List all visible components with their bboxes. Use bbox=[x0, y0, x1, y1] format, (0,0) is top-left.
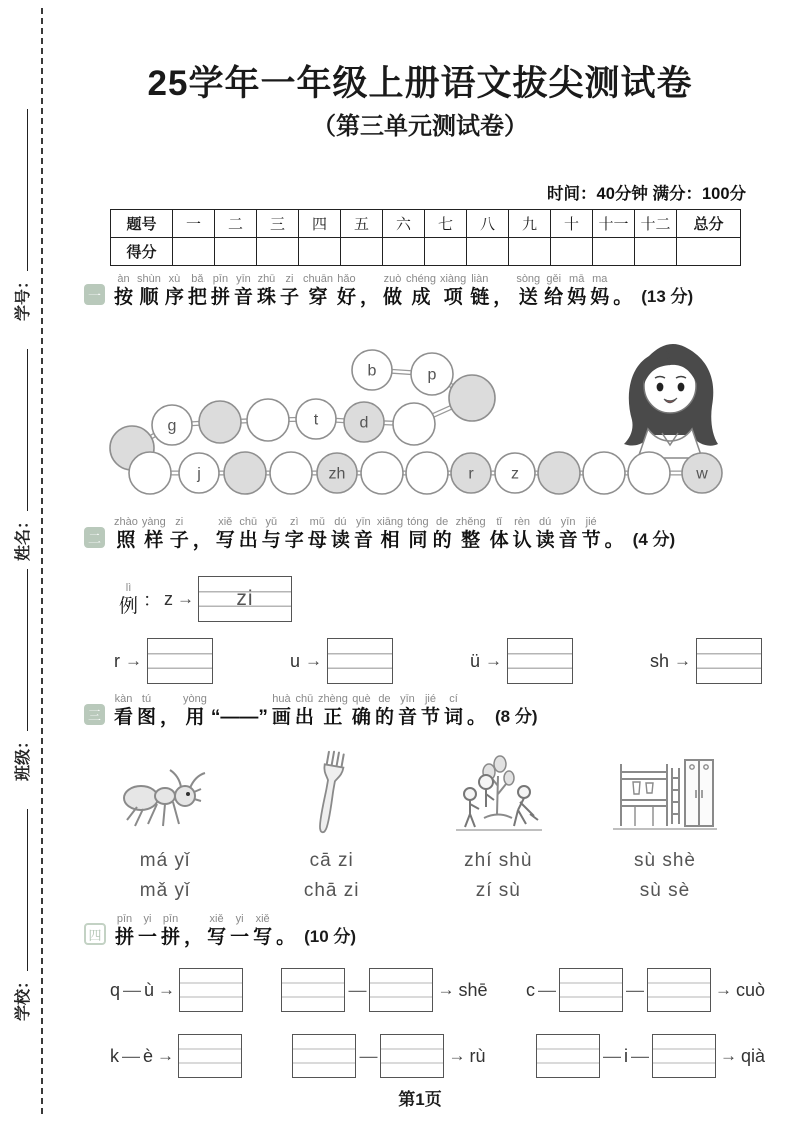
bead-label: p bbox=[427, 366, 437, 384]
writing-box bbox=[292, 1034, 356, 1078]
bead-chain-diagram bbox=[92, 330, 752, 502]
option-word: zí sù bbox=[475, 880, 521, 901]
question-number-cell: 二 bbox=[215, 210, 257, 238]
ruby-char: yi 一 bbox=[138, 913, 158, 948]
pinyin-spelling-group bbox=[281, 968, 487, 1012]
item-letter: r bbox=[114, 650, 120, 671]
pinyin-text: ù bbox=[144, 979, 155, 1000]
ruby-char: pīn 拼 bbox=[210, 273, 230, 308]
arrow-icon: → bbox=[719, 1046, 737, 1065]
syllable-item bbox=[290, 638, 393, 684]
ruby-char: xiě 写 bbox=[253, 913, 273, 948]
arrow-icon: → bbox=[714, 980, 732, 999]
ruby-char: bǎ 把 bbox=[187, 273, 207, 308]
example-label-pinyin: lì bbox=[125, 581, 132, 594]
score-blank-cell bbox=[551, 238, 593, 266]
blank-line bbox=[27, 569, 28, 731]
bead-label: r bbox=[468, 465, 474, 483]
question-1-header bbox=[84, 272, 693, 309]
question-3-header bbox=[84, 692, 538, 729]
fork-icon bbox=[308, 748, 356, 836]
arrow-icon: → bbox=[157, 1046, 175, 1065]
dormitory-icon bbox=[611, 748, 719, 836]
pinyin-bead bbox=[224, 452, 266, 494]
ruby-char: 。 bbox=[604, 530, 624, 551]
bead-label: j bbox=[197, 465, 201, 483]
ruby-char: zi 子 bbox=[279, 273, 299, 308]
question-1-text bbox=[112, 272, 634, 309]
score-table-corner: 题号 bbox=[111, 210, 173, 238]
writing-box bbox=[536, 1034, 600, 1078]
question-number-cell: 九 bbox=[509, 210, 551, 238]
score-blank-cell bbox=[299, 238, 341, 266]
total-score-cell: 总分 bbox=[677, 210, 741, 238]
arrow-icon: → bbox=[437, 980, 455, 999]
arrow-icon: → bbox=[305, 651, 322, 670]
bead-label: b bbox=[367, 362, 377, 380]
score-blank-cell bbox=[383, 238, 425, 266]
ruby-char: shùn 顺 bbox=[137, 273, 161, 308]
option-word: má yǐ bbox=[139, 850, 191, 871]
example-label: lì 例 bbox=[119, 581, 139, 617]
ruby-char: yīn 音 bbox=[353, 516, 373, 551]
ruby-char: tǐ 体 bbox=[489, 516, 509, 551]
connector-dash: — bbox=[630, 1045, 649, 1066]
paper-content bbox=[62, 0, 778, 1122]
question-4-row-2 bbox=[110, 1034, 765, 1078]
pinyin-spelling-group bbox=[110, 1034, 242, 1078]
question-4-badge: 四 bbox=[84, 923, 106, 945]
blank-line bbox=[27, 109, 28, 271]
item-letter: sh bbox=[649, 650, 669, 671]
example-colon: ： bbox=[143, 590, 162, 610]
question-4-points: (10 分) bbox=[304, 927, 357, 946]
ruby-char: 。 bbox=[613, 287, 633, 308]
ruby-char: jié 节 bbox=[581, 516, 601, 551]
score-table-grid bbox=[110, 209, 741, 266]
connector-dash: — bbox=[122, 1045, 140, 1066]
syllable-item bbox=[470, 638, 573, 684]
bead-label: t bbox=[313, 411, 319, 429]
picture-word-card bbox=[90, 748, 240, 906]
ruby-char: yǔ 与 bbox=[261, 516, 281, 551]
ruby-char: què 确 bbox=[351, 693, 371, 728]
pinyin-text: cuò bbox=[735, 979, 765, 1000]
pinyin-text: qià bbox=[740, 1045, 765, 1066]
ruby-char: sòng 送 bbox=[516, 273, 541, 308]
writing-box bbox=[696, 638, 762, 684]
ruby-char: yàng 样 bbox=[141, 516, 166, 551]
writing-box bbox=[327, 638, 393, 684]
example-answer: zi bbox=[236, 587, 254, 610]
connector-dash: — bbox=[348, 979, 367, 1000]
ruby-char: ， bbox=[184, 927, 204, 948]
question-number-cell: 三 bbox=[257, 210, 299, 238]
score-blank-cell bbox=[677, 238, 741, 266]
connector-dash: — bbox=[625, 979, 644, 1000]
arrow-icon: → bbox=[485, 651, 502, 670]
ruby-char: xù 序 bbox=[164, 273, 184, 308]
question-1-points: (13 分) bbox=[641, 287, 694, 306]
ruby-char: rèn 认 bbox=[512, 516, 532, 551]
score-blank-cell bbox=[593, 238, 635, 266]
sidebar-label: 学号： bbox=[14, 272, 32, 321]
question-3-text bbox=[112, 692, 488, 729]
writing-box bbox=[178, 1034, 242, 1078]
page-number: 第1页 bbox=[398, 1090, 442, 1109]
connector-dash: — bbox=[537, 979, 556, 1000]
ruby-char: pīn 拼 bbox=[115, 913, 135, 948]
bead-label: zh bbox=[328, 465, 346, 483]
pinyin-spelling-group bbox=[536, 1034, 765, 1078]
ruby-char: zhèng 正 bbox=[317, 693, 348, 728]
writing-box bbox=[179, 968, 243, 1012]
pinyin-bead bbox=[129, 452, 171, 494]
ruby-char: tú 图 bbox=[137, 693, 157, 728]
question-2-badge: 二 bbox=[84, 527, 105, 548]
sidebar-field-student-id bbox=[9, 109, 33, 321]
question-number-cell: 六 bbox=[383, 210, 425, 238]
score-blank-cell bbox=[467, 238, 509, 266]
sidebar-field-class bbox=[9, 569, 33, 781]
ruby-char: de 的 bbox=[374, 693, 394, 728]
syllable-item bbox=[114, 638, 213, 684]
ruby-char: zuò 做 bbox=[382, 273, 402, 308]
writing-box bbox=[380, 1034, 444, 1078]
pinyin-text: shē bbox=[458, 979, 488, 1000]
writing-box bbox=[559, 968, 623, 1012]
bead-label: d bbox=[359, 414, 369, 432]
question-3-cards bbox=[90, 748, 740, 906]
ruby-char: yòng 用 bbox=[183, 693, 207, 728]
ruby-char: yīn 音 bbox=[397, 693, 417, 728]
time-score-meta: 时间：40分钟 满分：100分 bbox=[547, 185, 746, 203]
pinyin-bead bbox=[361, 452, 403, 494]
option-word: cā zi bbox=[309, 850, 354, 871]
ruby-char: chéng 成 bbox=[406, 273, 436, 308]
question-3-points: (8 分) bbox=[495, 707, 538, 726]
ruby-char: yi 一 bbox=[230, 913, 250, 948]
pinyin-text: i bbox=[623, 1045, 628, 1066]
ruby-char: ， bbox=[359, 287, 379, 308]
ruby-char: ma 妈 bbox=[590, 273, 610, 308]
writing-box bbox=[507, 638, 573, 684]
ruby-char: chū 出 bbox=[238, 516, 258, 551]
ruby-char: chū 出 bbox=[294, 693, 314, 728]
ruby-char: zì 字 bbox=[284, 516, 304, 551]
ruby-char: dú 读 bbox=[535, 516, 555, 551]
score-blank-cell bbox=[509, 238, 551, 266]
sidebar-field-school bbox=[9, 809, 33, 1021]
ruby-char: ， bbox=[493, 287, 513, 308]
pinyin-text: rù bbox=[469, 1045, 486, 1066]
writing-box bbox=[369, 968, 433, 1012]
ruby-char: tóng 同 bbox=[407, 516, 429, 551]
question-number-cell: 一 bbox=[173, 210, 215, 238]
sidebar-label: 姓名： bbox=[14, 512, 32, 561]
score-blank-cell bbox=[215, 238, 257, 266]
question-2-header bbox=[84, 515, 675, 552]
ruby-char: xiàng 项 bbox=[439, 273, 467, 308]
question-number-cell: 十一 bbox=[593, 210, 635, 238]
ruby-char: zi 子 bbox=[169, 516, 189, 551]
connector-dash: — bbox=[359, 1045, 378, 1066]
pinyin-spelling-group bbox=[292, 1034, 485, 1078]
bead-label: g bbox=[167, 417, 177, 435]
score-blank-cell bbox=[341, 238, 383, 266]
ruby-char: 。 bbox=[276, 927, 296, 948]
question-2-example bbox=[117, 576, 292, 622]
ruby-char: mǔ 母 bbox=[307, 516, 327, 551]
mother-illustration bbox=[624, 344, 718, 458]
ruby-char: jié 节 bbox=[420, 693, 440, 728]
bead-label: z bbox=[511, 465, 519, 483]
sidebar-field-name bbox=[9, 349, 33, 561]
pinyin-spelling-group bbox=[110, 968, 243, 1012]
ruby-char: chuān 穿 bbox=[302, 273, 333, 308]
pinyin-bead bbox=[628, 452, 670, 494]
sidebar-label: 班级： bbox=[14, 732, 32, 781]
ruby-char: xiě 写 bbox=[215, 516, 235, 551]
score-row-label: 得分 bbox=[111, 238, 173, 266]
question-2-points: (4 分) bbox=[632, 530, 676, 549]
pinyin-bead bbox=[406, 452, 448, 494]
ruby-char: xiāng 相 bbox=[376, 516, 404, 551]
ruby-char: gěi 给 bbox=[544, 273, 564, 308]
pinyin-bead bbox=[393, 403, 435, 445]
question-number-cell: 四 bbox=[299, 210, 341, 238]
question-2-text bbox=[112, 515, 626, 552]
example-writing-box bbox=[198, 576, 292, 622]
option-word: chā zi bbox=[303, 880, 360, 901]
item-letter: ü bbox=[469, 650, 480, 671]
writing-box bbox=[652, 1034, 716, 1078]
question-4-text bbox=[113, 912, 297, 949]
score-blank-cell bbox=[635, 238, 677, 266]
arrow-icon: → bbox=[448, 1046, 466, 1065]
picture-word-card bbox=[423, 748, 573, 906]
question-2-items bbox=[114, 638, 762, 684]
paper-subtitle: （第三单元测试卷） bbox=[312, 113, 528, 140]
ruby-char: liàn 链 bbox=[470, 273, 490, 308]
question-3-badge: 三 bbox=[84, 704, 105, 725]
connector-dash: — bbox=[602, 1045, 621, 1066]
arrow-icon: → bbox=[674, 651, 691, 670]
blank-line bbox=[27, 809, 28, 971]
writing-box bbox=[647, 968, 711, 1012]
ruby-char: dú 读 bbox=[330, 516, 350, 551]
example-letter: z bbox=[164, 588, 174, 609]
ruby-char: ， bbox=[160, 707, 180, 728]
picture-word-card bbox=[590, 748, 740, 906]
pinyin-bead bbox=[449, 375, 495, 421]
pinyin-bead bbox=[270, 452, 312, 494]
ant-icon bbox=[113, 748, 217, 836]
pinyin-text: è bbox=[143, 1045, 154, 1066]
pinyin-bead bbox=[247, 399, 289, 441]
ruby-char: zhěng 整 bbox=[455, 516, 486, 551]
ruby-char: mā 妈 bbox=[567, 273, 587, 308]
pinyin-bead bbox=[583, 452, 625, 494]
option-word: mǎ yǐ bbox=[139, 880, 191, 901]
blank-line bbox=[27, 349, 28, 511]
ruby-char: pīn 拼 bbox=[161, 913, 181, 948]
paper-title: 25学年一年级上册语文拔尖测试卷 bbox=[147, 64, 693, 103]
option-word: sù sè bbox=[639, 880, 691, 901]
pinyin-bead bbox=[538, 452, 580, 494]
ruby-char: zhào 照 bbox=[114, 516, 138, 551]
option-word: zhí shù bbox=[464, 850, 533, 871]
arrow-icon: → bbox=[125, 651, 142, 670]
writing-box bbox=[147, 638, 213, 684]
writing-box bbox=[281, 968, 345, 1012]
ruby-char: huà 画 bbox=[271, 693, 291, 728]
tree-planting-icon bbox=[448, 748, 548, 836]
ruby-char: yīn 音 bbox=[558, 516, 578, 551]
ruby-char: yīn 音 bbox=[233, 273, 253, 308]
pinyin-spelling-group bbox=[526, 968, 765, 1012]
question-4-header bbox=[84, 912, 356, 949]
connector-dash: — bbox=[123, 979, 142, 1000]
score-blank-cell bbox=[173, 238, 215, 266]
pinyin-text: k bbox=[110, 1045, 119, 1066]
question-number-cell: 十 bbox=[551, 210, 593, 238]
score-table bbox=[110, 209, 741, 266]
ruby-char: 。 bbox=[467, 707, 487, 728]
ruby-char: xiě 写 bbox=[207, 913, 227, 948]
arrow-icon: → bbox=[177, 589, 195, 608]
syllable-item bbox=[650, 638, 762, 684]
pinyin-bead bbox=[199, 401, 241, 443]
pinyin-text: c bbox=[525, 979, 535, 1000]
question-number-cell: 十二 bbox=[635, 210, 677, 238]
option-word: sù shè bbox=[633, 850, 696, 871]
question-1-badge: 一 bbox=[84, 284, 105, 305]
ruby-char: “——” bbox=[210, 707, 268, 728]
question-number-cell: 五 bbox=[341, 210, 383, 238]
picture-word-card bbox=[257, 748, 407, 906]
sidebar-label: 学校： bbox=[14, 972, 32, 1021]
item-letter: u bbox=[289, 650, 300, 671]
arrow-icon: → bbox=[158, 980, 176, 999]
ruby-char: hǎo 好 bbox=[336, 273, 356, 308]
ruby-char: zhū 珠 bbox=[256, 273, 276, 308]
ruby-char: de 的 bbox=[432, 516, 452, 551]
question-4-row-1 bbox=[110, 968, 765, 1012]
ruby-char: kàn 看 bbox=[114, 693, 134, 728]
ruby-char: àn 按 bbox=[114, 273, 134, 308]
ruby-char: ， bbox=[192, 530, 212, 551]
bead-label: w bbox=[696, 465, 708, 483]
question-number-cell: 八 bbox=[467, 210, 509, 238]
score-blank-cell bbox=[425, 238, 467, 266]
seal-dashed-line bbox=[41, 8, 43, 1114]
pinyin-text: q bbox=[110, 979, 121, 1000]
ruby-char: cí 词 bbox=[443, 693, 463, 728]
question-number-cell: 七 bbox=[425, 210, 467, 238]
score-blank-cell bbox=[257, 238, 299, 266]
